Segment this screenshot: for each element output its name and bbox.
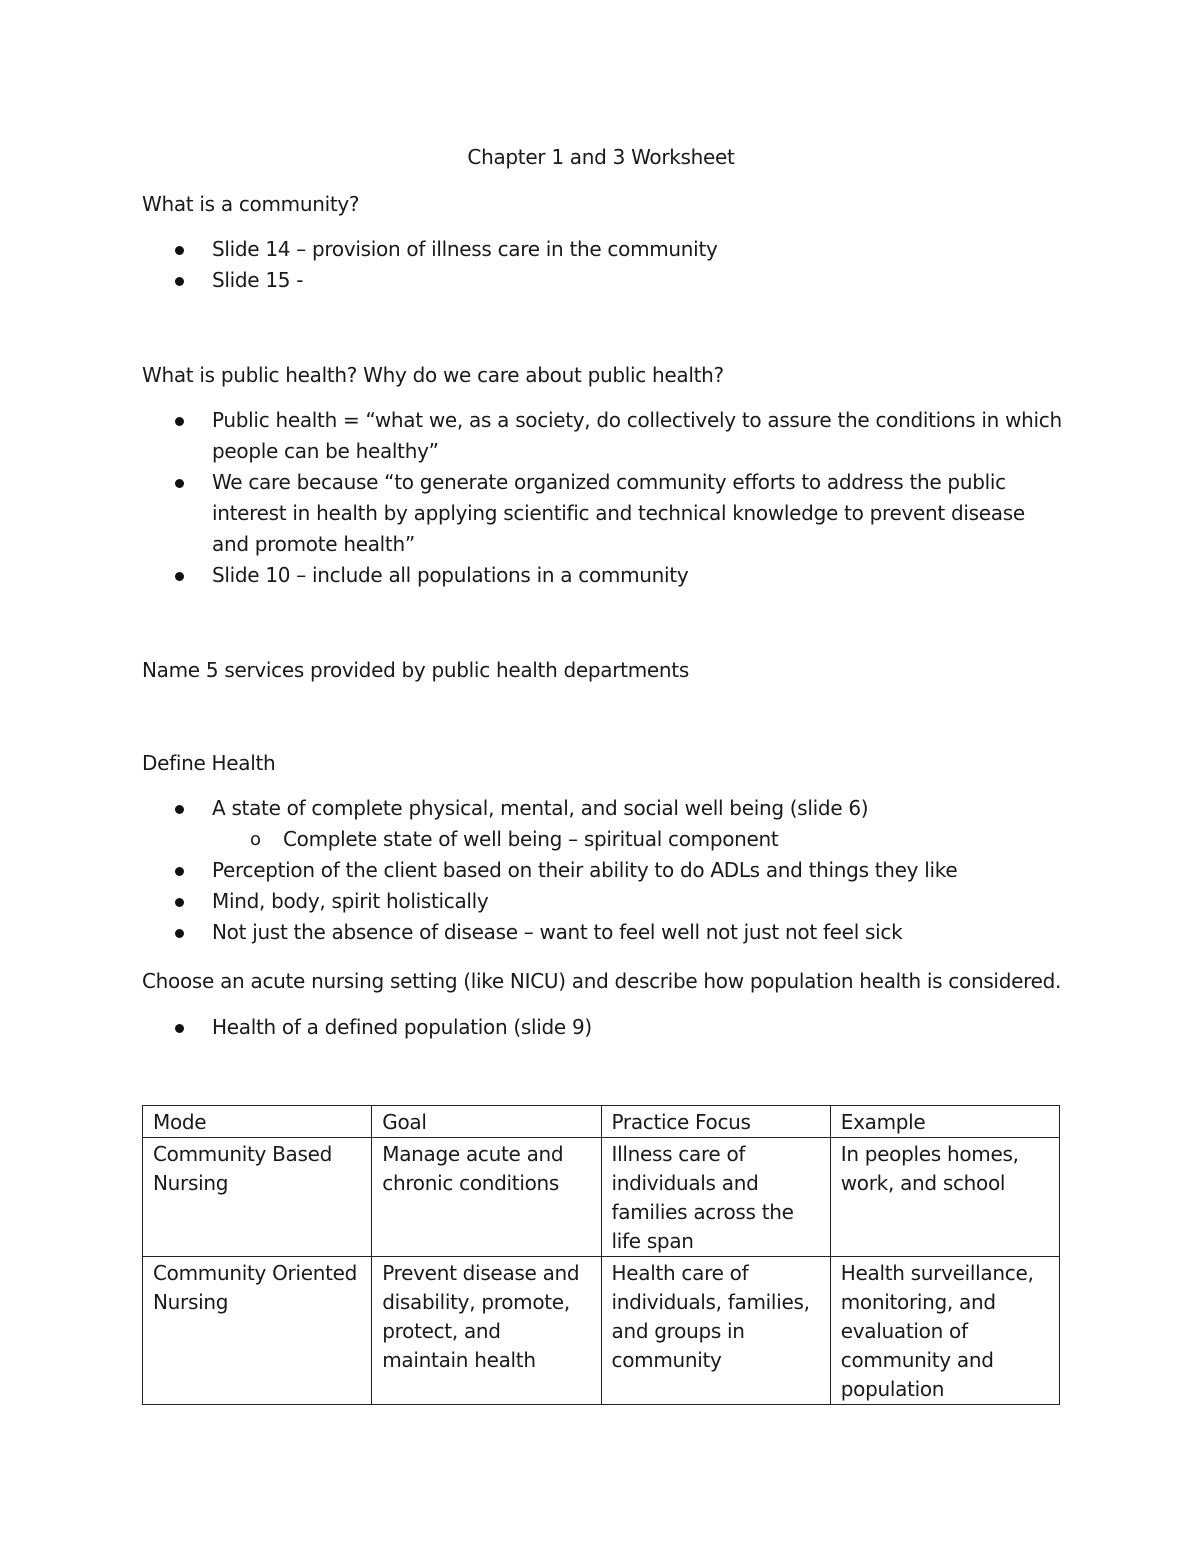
bullet-icon [175, 277, 184, 286]
table-cell: Illness care of individuals and families across the life span [601, 1138, 830, 1257]
list-item-sub: o Complete state of well being – spiritual component [142, 824, 1062, 855]
list-item: Perception of the client based on their ability to do ADLs and things they like [142, 855, 1062, 886]
bullet-icon [175, 929, 184, 938]
table-header-cell: Example [830, 1106, 1059, 1138]
list-item: Public health = “what we, as a society, do collectively to assure the conditions in which people can be healthy” [142, 405, 1062, 467]
bullet-icon [175, 898, 184, 907]
table-row [143, 1138, 1060, 1257]
table-cell: Health care of individuals, families, and groups in community [601, 1257, 830, 1405]
table-header-cell: Practice Focus [601, 1106, 830, 1138]
question-define-health: Define Health [142, 751, 276, 775]
list-item: Slide 15 - [142, 265, 1062, 296]
question-community: What is a community? [142, 192, 360, 216]
table-cell: Community Based Nursing [143, 1138, 372, 1257]
table-header-cell: Goal [372, 1106, 601, 1138]
bullet-icon [175, 805, 184, 814]
question-public-health: What is public health? Why do we care about public health? [142, 363, 724, 387]
table-cell: Health surveillance, monitoring, and evaluation of community and population [830, 1257, 1059, 1405]
list-item: We care because “to generate organized community efforts to address the public interest in health by applying scientific and technical knowledge to prevent disease and promote health” [142, 467, 1062, 560]
table-cell: Community Oriented Nursing [143, 1257, 372, 1405]
table-header-row [143, 1106, 1060, 1138]
table-cell: In peoples homes, work, and school [830, 1138, 1059, 1257]
table-row [143, 1257, 1060, 1405]
bullet-icon [175, 867, 184, 876]
bullet-list-define-health [142, 793, 1062, 948]
bullet-icon [175, 479, 184, 488]
list-item: Slide 14 – provision of illness care in the community [142, 234, 1062, 265]
bullet-icon [175, 1024, 184, 1033]
list-item: Not just the absence of disease – want to feel well not just not feel sick [142, 917, 1062, 948]
bullet-list-community [142, 234, 1062, 296]
nursing-modes-table [142, 1105, 1060, 1405]
question-services: Name 5 services provided by public health departments [142, 658, 689, 682]
bullet-icon [175, 572, 184, 581]
table-cell: Manage acute and chronic conditions [372, 1138, 601, 1257]
table-header-cell: Mode [143, 1106, 372, 1138]
bullet-icon [175, 417, 184, 426]
list-item: Slide 10 – include all populations in a community [142, 560, 1062, 591]
bullet-icon [175, 246, 184, 255]
bullet-list-acute-setting [142, 1012, 1062, 1043]
list-item: Mind, body, spirit holistically [142, 886, 1062, 917]
question-acute-setting: Choose an acute nursing setting (like NICU) and describe how population health is considered. [142, 969, 1062, 993]
bullet-list-public-health [142, 405, 1062, 591]
list-item: A state of complete physical, mental, and social well being (slide 6) [142, 793, 1062, 824]
table-cell: Prevent disease and disability, promote, protect, and maintain health [372, 1257, 601, 1405]
list-item: Health of a defined population (slide 9) [142, 1012, 1062, 1043]
sub-bullet-icon: o [250, 829, 261, 850]
document-title: Chapter 1 and 3 Worksheet [467, 145, 735, 169]
